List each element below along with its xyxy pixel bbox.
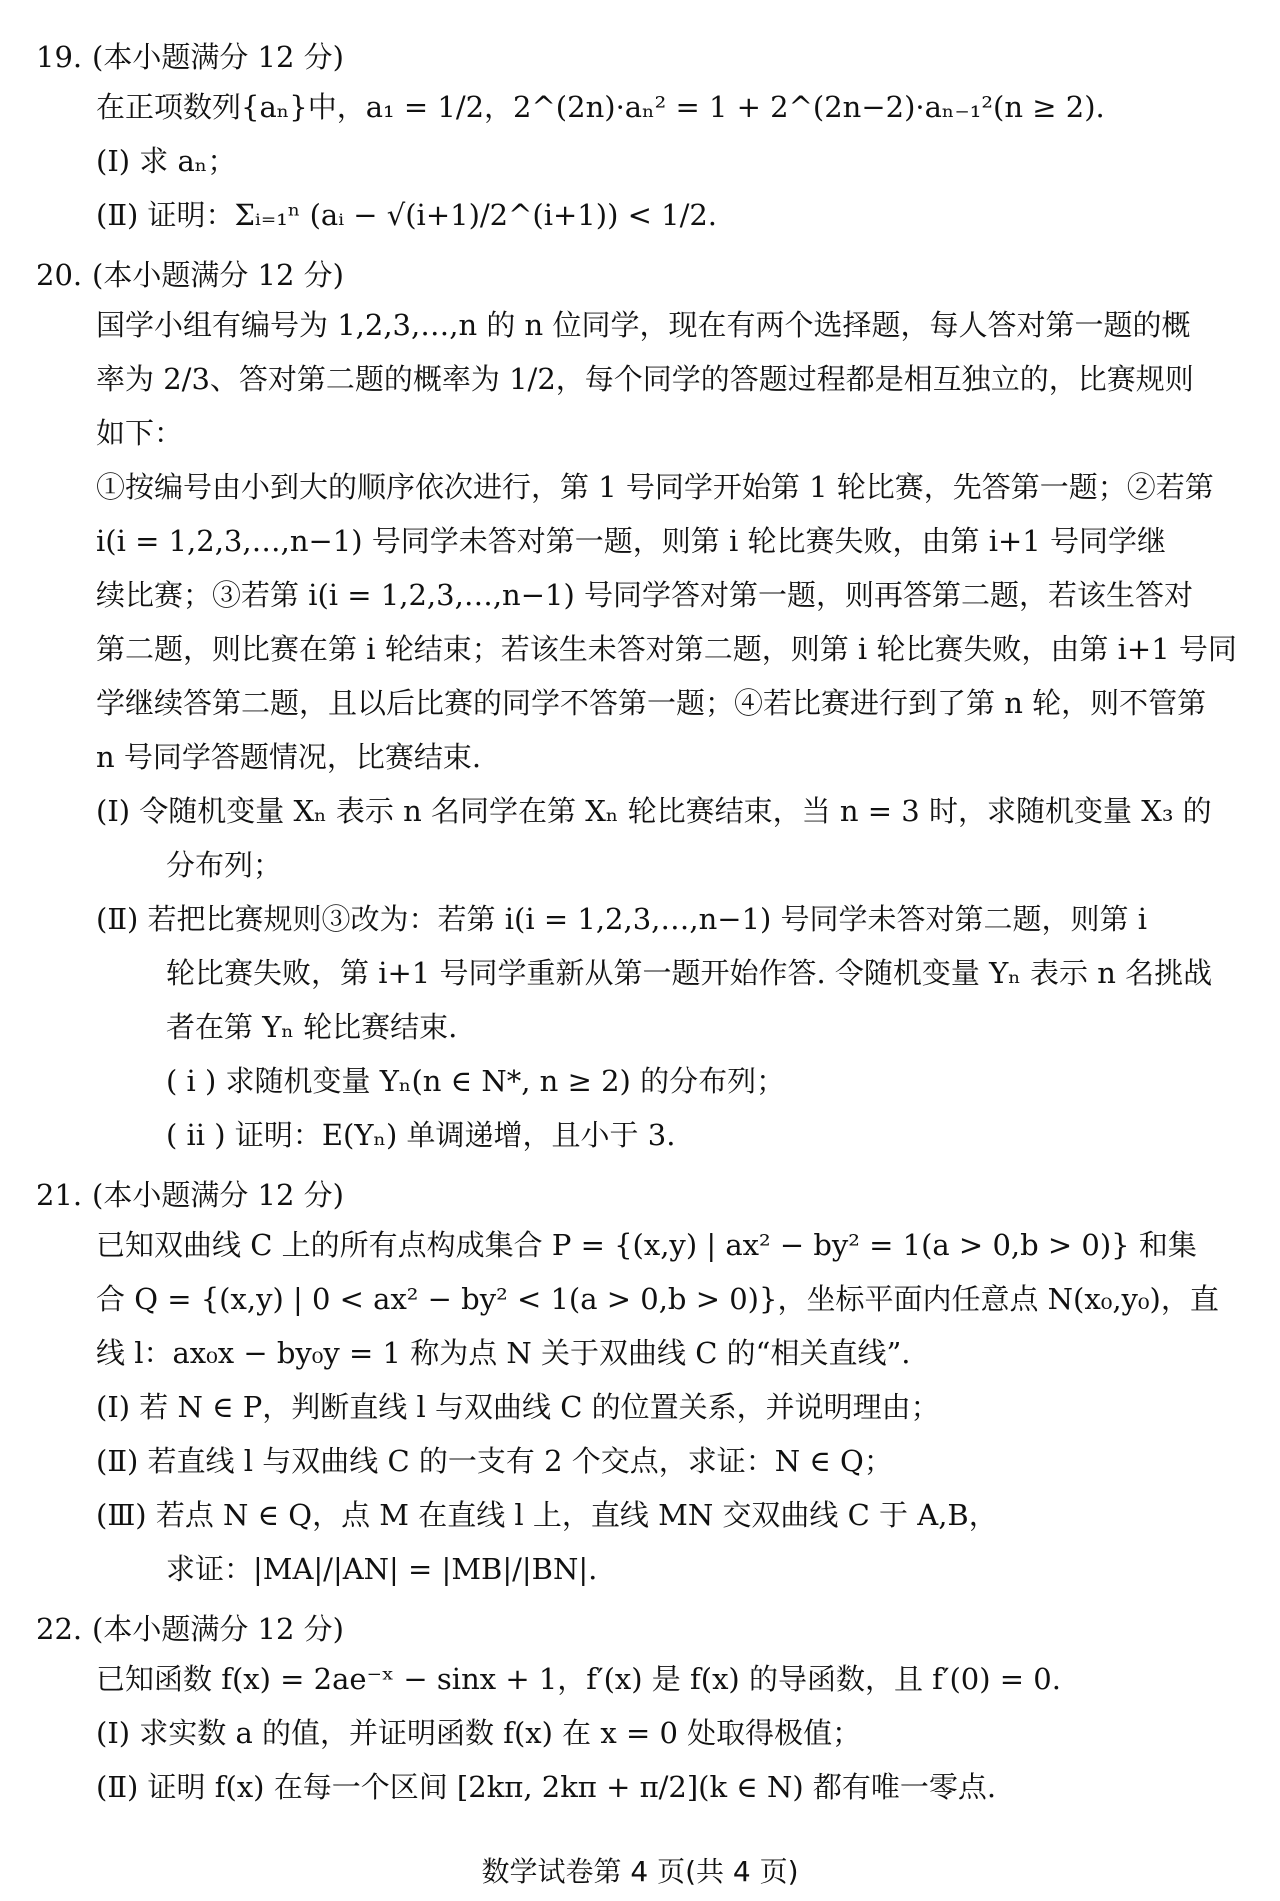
problem-line: 如下： xyxy=(96,416,184,450)
problem-score: (本小题满分 12 分) xyxy=(92,40,344,74)
problem-header xyxy=(36,1172,1244,1218)
problem-subpart: ( i ) 求随机变量 Yₙ(n ∈ N*, n ≥ 2) 的分布列； xyxy=(166,1064,786,1098)
problem-line: 在正项数列{aₙ}中，a₁ = 1/2，2^(2n)·aₙ² = 1 + 2^(2n−2)·aₙ₋₁²(n ≥ 2). xyxy=(96,90,1105,124)
problem-19 xyxy=(36,34,1244,242)
problem-header xyxy=(36,34,1244,80)
problem-part: (Ⅱ) 证明：Σᵢ₌₁ⁿ (aᵢ − √(i+1)/2^(i+1)) < 1/2. xyxy=(96,198,718,232)
problem-number: 20. xyxy=(36,258,83,292)
problem-22 xyxy=(36,1606,1244,1814)
problem-line: ①按编号由小到大的顺序依次进行，第 1 号同学开始第 1 轮比赛，先答第一题；②若第 xyxy=(96,470,1214,504)
problem-part: (Ⅰ) 求 aₙ； xyxy=(96,144,237,178)
problem-score: (本小题满分 12 分) xyxy=(92,1178,344,1212)
problem-part-cont: 者在第 Yₙ 轮比赛结束. xyxy=(166,1010,458,1044)
problem-subpart: ( ii ) 证明：E(Yₙ) 单调递增，且小于 3. xyxy=(166,1118,676,1152)
problem-header xyxy=(36,252,1244,298)
problem-line: 学继续答第二题，且以后比赛的同学不答第一题；④若比赛进行到了第 n 轮，则不管第 xyxy=(96,686,1207,720)
page-footer: 数学试卷第 4 页(共 4 页) xyxy=(481,1855,799,1888)
problem-part-cont: 求证：|MA|/|AN| = |MB|/|BN|. xyxy=(166,1552,598,1586)
problem-line: 线 l：ax₀x − by₀y = 1 称为点 N 关于双曲线 C 的“相关直线”. xyxy=(96,1336,911,1370)
problem-21 xyxy=(36,1172,1244,1596)
problem-score: (本小题满分 12 分) xyxy=(92,1612,344,1646)
problem-number: 19. xyxy=(36,40,83,74)
problem-part: (Ⅰ) 若 N ∈ P，判断直线 l 与双曲线 C 的位置关系，并说明理由； xyxy=(96,1390,940,1424)
problem-number: 22. xyxy=(36,1612,83,1646)
problem-part-cont: 分布列； xyxy=(166,848,283,882)
problem-part: (Ⅱ) 若把比赛规则③改为：若第 i(i = 1,2,3,…,n−1) 号同学未答对第二题，则第 i xyxy=(96,902,1148,936)
problem-line: 续比赛；③若第 i(i = 1,2,3,…,n−1) 号同学答对第一题，则再答第二题，若该生答对 xyxy=(96,578,1194,612)
problem-score: (本小题满分 12 分) xyxy=(92,258,344,292)
problem-part-cont: 轮比赛失败，第 i+1 号同学重新从第一题开始作答. 令随机变量 Yₙ 表示 n 名挑战 xyxy=(166,956,1213,990)
problem-part: (Ⅰ) 求实数 a 的值，并证明函数 f(x) 在 x = 0 处取得极值； xyxy=(96,1716,862,1750)
problem-number: 21. xyxy=(36,1178,83,1212)
problem-20 xyxy=(36,252,1244,1162)
problem-line: n 号同学答题情况，比赛结束. xyxy=(96,740,482,774)
problem-header xyxy=(36,1606,1244,1652)
problem-line: 率为 2/3、答对第二题的概率为 1/2，每个同学的答题过程都是相互独立的，比赛规则 xyxy=(96,362,1194,396)
problem-part: (Ⅲ) 若点 N ∈ Q，点 M 在直线 l 上，直线 MN 交双曲线 C 于 A,B， xyxy=(96,1498,998,1532)
problem-part: (Ⅰ) 令随机变量 Xₙ 表示 n 名同学在第 Xₙ 轮比赛结束，当 n = 3 时，求随机变量 X₃ 的 xyxy=(96,794,1212,828)
problem-line: 第二题，则比赛在第 i 轮结束；若该生未答对第二题，则第 i 轮比赛失败，由第 i+1 号同 xyxy=(96,632,1237,666)
problem-line: 已知双曲线 C 上的所有点构成集合 P = {(x,y) | ax² − by² = 1(a > 0,b > 0)} 和集 xyxy=(96,1228,1197,1262)
problem-part: (Ⅱ) 若直线 l 与双曲线 C 的一支有 2 个交点，求证：N ∈ Q； xyxy=(96,1444,893,1478)
problem-line: 已知函数 f(x) = 2ae⁻ˣ − sinx + 1，f′(x) 是 f(x) 的导函数，且 f′(0) = 0. xyxy=(96,1662,1061,1696)
problem-line: 合 Q = {(x,y) | 0 < ax² − by² < 1(a > 0,b > 0)}，坐标平面内任意点 N(x₀,y₀)，直 xyxy=(96,1282,1219,1316)
problem-line: i(i = 1,2,3,…,n−1) 号同学未答对第一题，则第 i 轮比赛失败，由第 i+1 号同学继 xyxy=(96,524,1166,558)
problem-part: (Ⅱ) 证明 f(x) 在每一个区间 [2kπ, 2kπ + π/2](k ∈ N) 都有唯一零点. xyxy=(96,1770,997,1804)
problem-line: 国学小组有编号为 1,2,3,…,n 的 n 位同学，现在有两个选择题，每人答对第一题的概 xyxy=(96,308,1191,342)
